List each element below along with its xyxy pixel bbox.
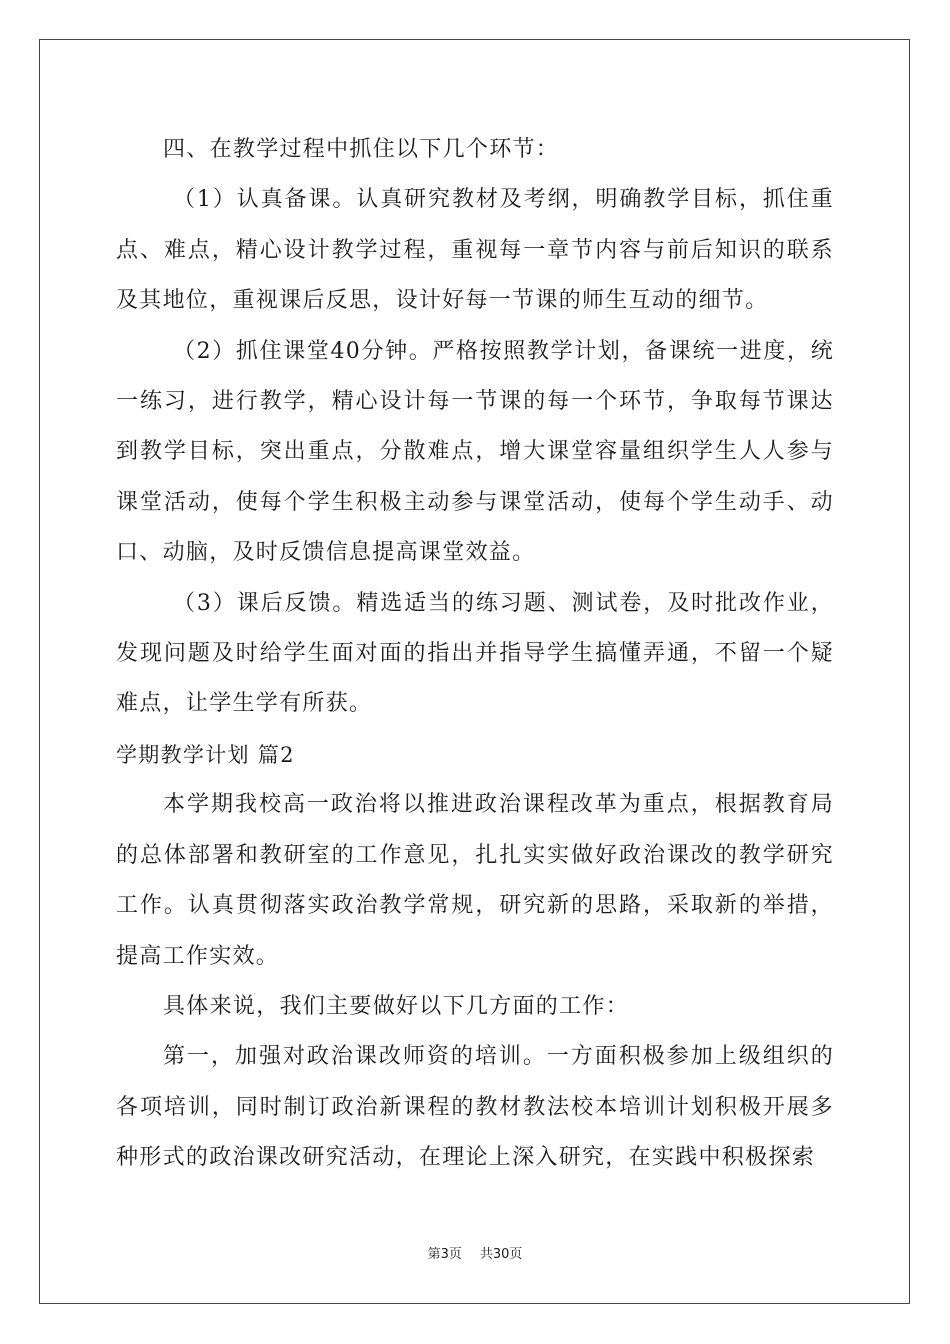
document-body [116, 125, 834, 1184]
paragraph-intro: 本学期我校高一政治将以推进政治课程改革为重点，根据教育局的总体部署和教研室的工作意见，扎扎实实做好政治课改的教学研究工作。认真贯彻落实政治教学常规，研究新的思路，采取新的举措，提高工作实效。 [116, 792, 834, 969]
paragraph-item-1: （1）认真备课。认真研究教材及考纲，明确教学目标，抓住重点、难点，精心设计教学过程，重视每一章节内容与前后知识的联系及其地位，重视课后反思，设计好每一节课的师生互动的细节。 [116, 187, 834, 314]
paragraph-summary: 具体来说，我们主要做好以下几方面的工作： [163, 993, 630, 1019]
page-total: 共30页 [479, 1247, 523, 1262]
page-number: 第3页 [427, 1247, 462, 1262]
page-footer [0, 1245, 950, 1265]
paragraph-item-2: （2）抓住课堂40分钟。严格按照教学计划，备课统一进度，统一练习，进行教学，精心设计每一节课的每一个环节，争取每节课达到教学目标，突出重点，分散难点，增大课堂容量组织学生人人参与课堂活动，使每个学生积极主动参与课堂活动，使每个学生动手、动口、动脑，及时反馈信息提高课堂效益。 [116, 338, 834, 566]
paragraph-first-point: 第一，加强对政治课改师资的培训。一方面积极参加上级组织的各项培训，同时制订政治新课程的教材教法校本培训计划积极开展多种形式的政治课改研究活动，在理论上深入研究，在实践中积极探索 [116, 1044, 834, 1171]
paragraph-item-3: （3）课后反馈。精选适当的练习题、测试卷，及时批改作业，发现问题及时给学生面对面的指出并指导学生搞懂弄通，不留一个疑难点，让学生学有所获。 [116, 590, 834, 717]
section-heading: 学期教学计划 篇2 [116, 742, 295, 767]
paragraph-section-four: 四、在教学过程中抓住以下几个环节： [163, 137, 560, 162]
